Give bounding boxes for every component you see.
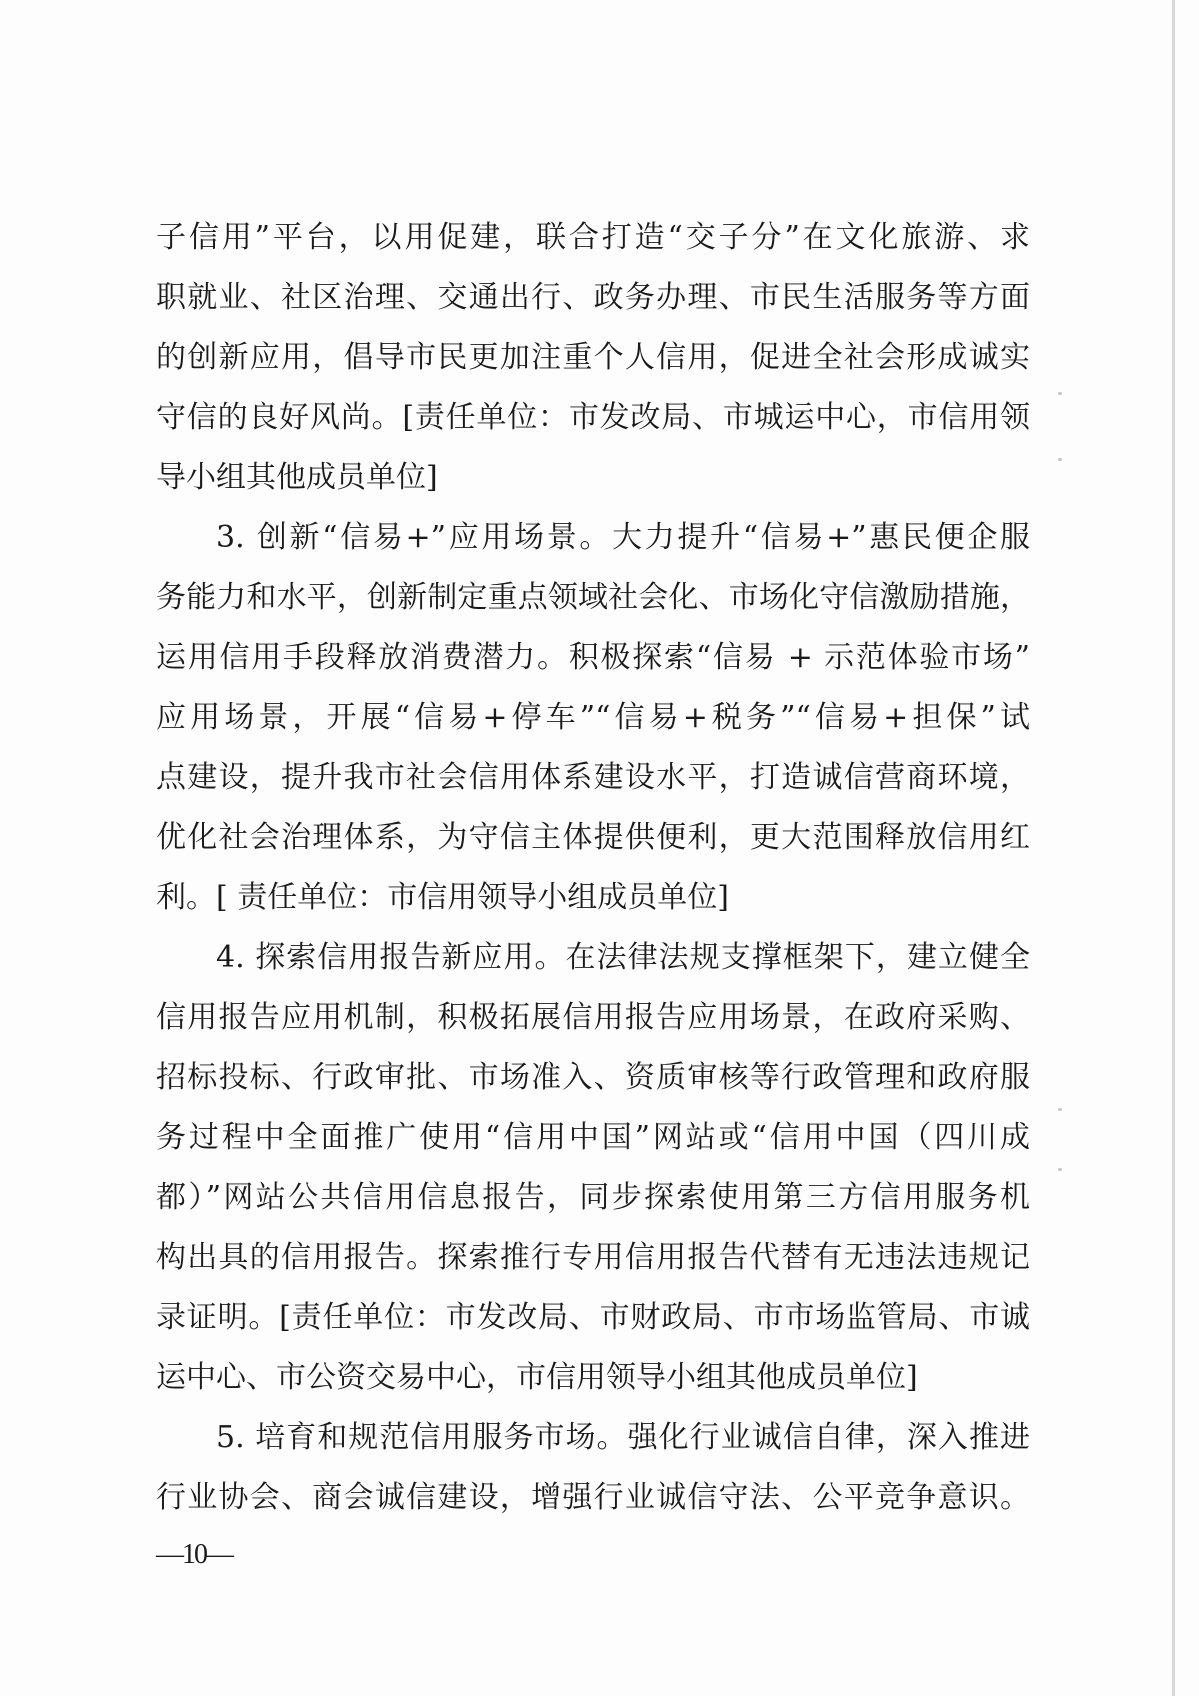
page-edge-shadow [1172,0,1175,1696]
text-line: 点建设，提升我市社会信用体系建设水平，打造诚信营商环境， [156,760,1030,795]
text-line: 信用报告应用机制，积极拓展信用报告应用场景，在政府采购、 [156,1000,1030,1035]
paragraph-5-heading-line: 5. 培育和规范信用服务市场。强化行业诚信自律，深入推进 [216,1420,1030,1455]
text-line: 运用信用手段释放消费潜力。积极探索“信易 + 示范体验市场” [156,640,1030,675]
text-line: 的创新应用，倡导市民更加注重个人信用，促进全社会形成诚实 [156,340,1030,375]
paragraph-4-heading-line: 4. 探索信用报告新应用。在法律法规支撑框架下，建立健全 [216,940,1030,975]
text-line: 都）”网站公共信用信息报告，同步探索使用第三方信用服务机 [156,1180,1030,1215]
body-text [156,208,1030,1528]
scan-speck [1058,458,1062,461]
scan-speck [1058,1108,1062,1111]
text-line: 构出具的信用报告。探索推行专用信用报告代替有无违法违规记 [156,1240,1030,1275]
text-line: 运中心、市公资交易中心，市信用领导小组其他成员单位] [156,1360,918,1395]
text-line: 招标投标、行政审批、市场准入、资质审核等行政管理和政府服 [156,1060,1030,1095]
scan-speck [1058,392,1062,395]
text-line: 职就业、社区治理、交通出行、政务办理、市民生活服务等方面 [156,280,1030,315]
text-line: 导小组其他成员单位] [156,460,438,495]
text-line: 守信的良好风尚。[责任单位：市发改局、市城运中心，市信用领 [156,400,1030,435]
paragraph-3-heading-line: 3. 创新“信易+”应用场景。大力提升“信易+”惠民便企服 [216,520,1030,555]
text-line: 应用场景，开展“信易+停车”“信易+税务”“信易+担保”试 [156,700,1030,735]
text-line: 务过程中全面推广使用“信用中国”网站或“信用中国（四川成 [156,1120,1030,1155]
text-line: 优化社会治理体系，为守信主体提供便利，更大范围释放信用红 [156,820,1030,855]
text-line: 行业协会、商会诚信建设，增强行业诚信守法、公平竞争意识。 [156,1480,1030,1515]
scan-speck [1058,1168,1062,1171]
text-line: 子信用”平台，以用促建，联合打造“交子分”在文化旅游、求 [156,220,1030,255]
page-number: —10— [156,1539,232,1570]
text-line: 利。[ 责任单位：市信用领导小组成员单位] [156,880,729,915]
text-line: 务能力和水平，创新制定重点领域社会化、市场化守信激励措施， [156,580,1030,615]
text-line: 录证明。[责任单位：市发改局、市财政局、市市场监管局、市诚 [156,1300,1030,1335]
